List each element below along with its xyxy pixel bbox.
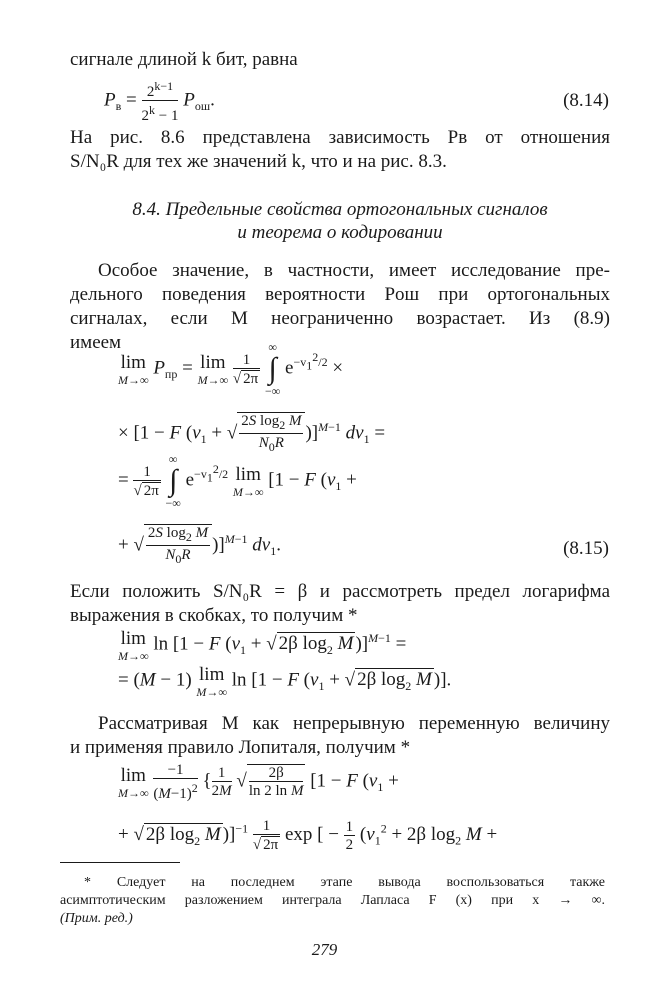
equation-number-8-15: (8.15): [563, 538, 609, 559]
section-title-line-2: и теорема о кодировании: [237, 222, 443, 243]
paragraph-4-line-1: Рассматривая M как непрерывную переменную величину: [98, 713, 610, 734]
paragraph-2-line-1: Особое значение, в частности, имеет исследование пре-: [98, 260, 610, 281]
page-number: 279: [311, 940, 338, 959]
equation-8-14: $P_в$ = $\frac{2^{k-1}}{2^k - 1}$ $P_{ош}$.: [104, 79, 215, 124]
intro-line: сигнале длиной k бит, равна: [70, 49, 298, 70]
footnote-rule: [60, 862, 180, 863]
equation-lopital-row-2: + √ 2β $\log_2 M$ )]$^{-1}$ $\frac{1}{√ 2\pi}$ exp [ − $\frac{1}{2}$ ($v_1^2 + 2\beta$ $\log_2 M$ +: [118, 818, 498, 853]
equation-lopital-row-1: lim M→∞ $\frac{-1}{(M-1)^2}$ { $\frac{1}{2M}$ √ $\frac{2\beta}{\text{ln 2 ln M}}$ [1 − F ($v_1$ +: [118, 762, 399, 802]
paragraph-1-line-1: На рис. 8.6 представлена зависимость Pв от отношения: [70, 127, 610, 148]
paragraph-3-line-1: Если положить S/N₀R = β и рассмотреть предел логарифма: [70, 581, 610, 602]
equation-8-15-row-1: lim M→∞ $P_{пр}$ = lim M→∞ $\frac{1}{√ 2\pi}$ ∞ ∫ −∞ $e^{-v_1^2/2}$ ×: [118, 340, 344, 398]
equation-8-15-row-3: = $\frac{1}{√ 2\pi}$ ∞ ∫ −∞ $e^{-v_1^2/2}$ lim M→∞ [1 − F ($v_1$ +: [118, 452, 357, 510]
equation-limit-log-row-1: lim M→∞ ln [1 − F ($v_1$ + √ 2β $\log_2 M$ )]$^{M-1}$ =: [118, 628, 407, 663]
paragraph-3-line-2: выражения в скобках, то получим *: [70, 605, 358, 626]
equation-8-15-row-2: × [1 − F ($v_1$ + √ $\frac{2S \log_2 M}{N_0R}$ )]$^{M-1}$ $dv_1$ =: [118, 413, 386, 454]
paragraph-1-line-2: S/N₀R для тех же значений k, что и на рис. 8.3.: [70, 151, 447, 172]
footnote-line-3: (Прим. ред.): [60, 911, 133, 926]
equation-limit-log-row-2: = (M − 1) lim M→∞ ln [1 − F ($v_1$ + √ 2β $\log_2 M$ )].: [118, 664, 452, 699]
paragraph-4-line-2: и применяя правило Лопиталя, получим *: [70, 737, 411, 758]
paragraph-2-line-4: имеем: [70, 332, 122, 353]
paragraph-2-line-2: дельного поведения вероятности Pош при ортогональных: [70, 284, 610, 305]
footnote-line-1: * Следует на последнем этапе вывода воспользоваться также: [84, 875, 605, 890]
section-title-line-1: 8.4. Предельные свойства ортогональных сигналов: [132, 199, 548, 220]
equation-number-8-14: (8.14): [563, 90, 609, 111]
footnote-line-2: асимптотическим разложением интеграла Лапласа F (x) при x → ∞.: [60, 893, 605, 908]
equation-8-15-row-4: + √ $\frac{2S \log_2 M}{N_0R}$ )]$^{M-1}$ $dv_1$.: [118, 525, 281, 566]
paragraph-2-line-3: сигналах, если M неограниченно возрастает. Из (8.9): [70, 308, 610, 329]
